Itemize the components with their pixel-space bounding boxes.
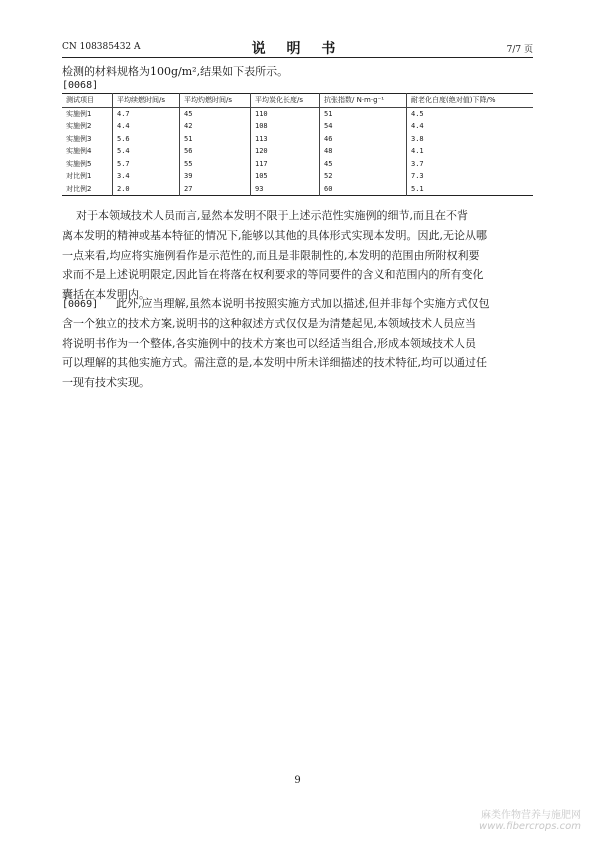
table-cell: 56	[180, 145, 251, 158]
table-cell: 48	[320, 145, 407, 158]
paragraph-tag-0069: [0069]	[62, 299, 99, 310]
table-cell: 5.1	[407, 183, 534, 196]
table-cell: 4.5	[407, 107, 534, 120]
row-label-cell: 实施例1	[62, 107, 113, 120]
row-label-cell: 实施例2	[62, 120, 113, 133]
table-row	[62, 120, 533, 133]
table-cell: 3.8	[407, 133, 534, 146]
column-header: 平均续燃时间/s	[113, 94, 180, 108]
row-label-cell: 实施例5	[62, 158, 113, 171]
table-cell: 3.4	[113, 170, 180, 183]
table-cell: 4.7	[113, 107, 180, 120]
page-number: 9	[294, 775, 301, 786]
patent-number: CN 108385432 A	[62, 42, 141, 52]
text-line: 求而不是上述说明限定,因此旨在将落在权利要求的等同要件的含义和范围内的所有变化	[62, 268, 484, 282]
table-cell: 51	[180, 133, 251, 146]
table-cell: 5.7	[113, 158, 180, 171]
table-cell: 117	[251, 158, 320, 171]
page-header	[62, 40, 533, 56]
table-cell: 5.4	[113, 145, 180, 158]
table-cell: 55	[180, 158, 251, 171]
table-cell: 51	[320, 107, 407, 120]
table-row	[62, 145, 533, 158]
column-header: 测试项目	[62, 94, 113, 108]
table-row	[62, 170, 533, 183]
table-cell: 39	[180, 170, 251, 183]
row-label-cell: 对比例1	[62, 170, 113, 183]
watermark-site-name: 麻类作物营养与施肥网	[481, 810, 581, 821]
table-row	[62, 133, 533, 146]
table-cell: 7.3	[407, 170, 534, 183]
text-line: 此外,应当理解,虽然本说明书按照实施方式加以描述,但并非每个实施方式仅包	[116, 297, 490, 310]
table-cell: 52	[320, 170, 407, 183]
table-header-row	[62, 94, 533, 108]
table-cell: 3.7	[407, 158, 534, 171]
text-line: 对于本领域技术人员而言,显然本发明不限于上述示范性实施例的细节,而且在不背	[62, 209, 468, 222]
table-row	[62, 183, 533, 196]
page-info: 7/7 页	[506, 45, 533, 55]
watermark	[479, 806, 581, 832]
table-cell: 4.4	[407, 120, 534, 133]
row-label-cell: 实施例4	[62, 145, 113, 158]
table-cell: 2.0	[113, 183, 180, 196]
table-row	[62, 107, 533, 120]
text-line: 囊括在本发明内。	[62, 288, 150, 302]
text-line: 一现有技术实现。	[62, 376, 150, 390]
text-line: 可以理解的其他实施方式。需注意的是,本发明中所未详细描述的技术特征,均可以通过任	[62, 356, 487, 370]
table-cell: 54	[320, 120, 407, 133]
intro-line: 检测的材料规格为100g/m²,结果如下表所示。	[62, 65, 289, 78]
table-cell: 105	[251, 170, 320, 183]
table-cell: 113	[251, 133, 320, 146]
document-title: 说 明 书	[251, 41, 344, 57]
table-body	[62, 107, 533, 196]
paragraph-body-1	[62, 206, 533, 305]
row-label-cell: 对比例2	[62, 183, 113, 196]
text-line: 离本发明的精神或基本特征的情况下,能够以其他的具体形式实现本发明。因此,无论从哪	[62, 228, 487, 242]
text-line: 含一个独立的技术方案,说明书的这种叙述方式仅仅是为清楚起见,本领域技术人员应当	[62, 316, 476, 330]
column-header: 抗张指数/ N·m·g⁻¹	[320, 94, 407, 108]
table-cell: 4.1	[407, 145, 534, 158]
table-cell: 46	[320, 133, 407, 146]
table-cell: 60	[320, 183, 407, 196]
text-line: 一点来看,均应将实施例看作是示范性的,而且是非限制性的,本发明的范围由所附权利要	[62, 248, 480, 262]
table-cell: 110	[251, 107, 320, 120]
table-cell: 108	[251, 120, 320, 133]
row-label-cell: 实施例3	[62, 133, 113, 146]
results-table	[62, 93, 533, 196]
table-cell: 93	[251, 183, 320, 196]
paragraph-body-2	[62, 294, 533, 393]
table-cell: 45	[320, 158, 407, 171]
table-cell: 27	[180, 183, 251, 196]
column-header: 耐老化白度(绝对值)下降/%	[407, 94, 534, 108]
table-cell: 45	[180, 107, 251, 120]
table-row	[62, 158, 533, 171]
column-header: 平均灼燃时间/s	[180, 94, 251, 108]
watermark-url: www.fibercrops.com	[479, 821, 581, 832]
paragraph-tag-0068: [0068]	[62, 80, 99, 91]
table-cell: 4.4	[113, 120, 180, 133]
column-header: 平均炭化长度/s	[251, 94, 320, 108]
text-line: 将说明书作为一个整体,各实施例中的技术方案也可以经适当组合,形成本领域技术人员	[62, 336, 476, 350]
header-divider	[62, 57, 533, 58]
table-cell: 42	[180, 120, 251, 133]
table-cell: 5.6	[113, 133, 180, 146]
table-cell: 120	[251, 145, 320, 158]
